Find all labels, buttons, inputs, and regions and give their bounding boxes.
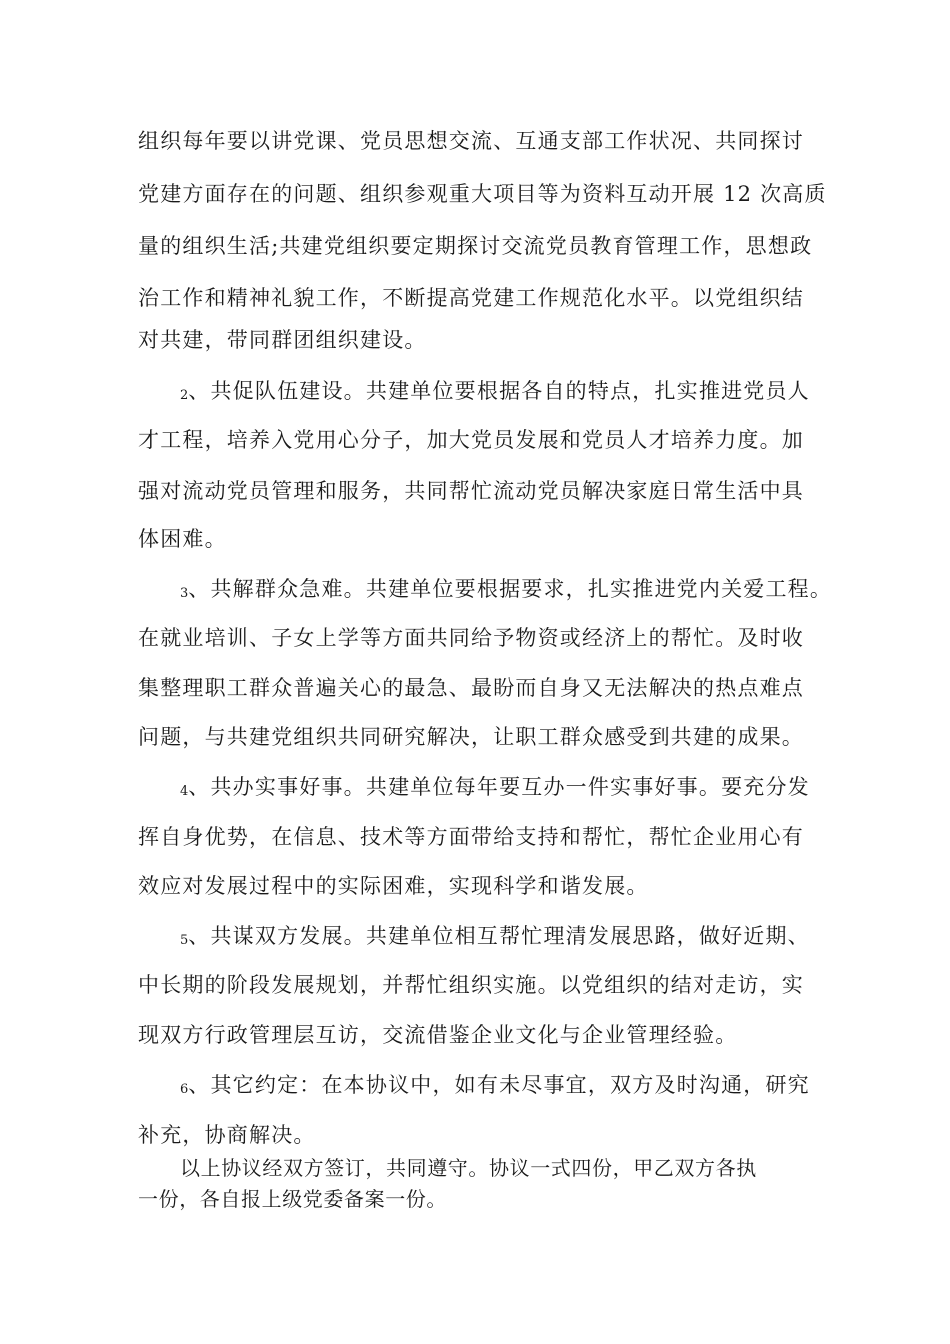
list-item-line	[180, 1071, 810, 1104]
list-item-line	[180, 773, 810, 806]
list-item-number: 6	[180, 1082, 189, 1097]
list-item-line	[180, 575, 832, 608]
list-item-text: 、其它约定：在本协议中，如有未尽事宜，双方及时沟通，研究	[188, 1073, 810, 1097]
body-text-line: 在就业培训、子女上学等方面共同给予物资或经济上的帮忙。及时收	[138, 626, 804, 650]
body-text-line: 中长期的阶段发展规划，并帮忙组织实施。以党组织的结对走访，实	[138, 973, 804, 997]
body-text-line: 治工作和精神礼貌工作，不断提高党建工作规范化水平。以党组织结	[138, 286, 804, 310]
list-item-line	[180, 922, 810, 955]
list-item-text: 、共谋双方发展。共建单位相互帮忙理清发展思路，做好近期、	[188, 924, 810, 948]
body-text-line: 体困难。	[138, 527, 227, 551]
body-text-line: 强对流动党员管理和服务，共同帮忙流动党员解决家庭日常生活中具	[138, 479, 804, 503]
body-text-line: 补充，协商解决。	[138, 1123, 316, 1147]
list-item-number: 5	[180, 933, 189, 948]
list-item-number: 2	[180, 388, 189, 403]
body-text-line: 效应对发展过程中的实际困难，实现科学和谐发展。	[138, 874, 649, 898]
list-item-line	[180, 377, 810, 410]
closing-text-line: 一份，各自报上级党委备案一份。	[138, 1187, 447, 1211]
closing-text-line: 以上协议经双方签订，共同遵守。协议一式四份，甲乙双方各执	[180, 1156, 757, 1180]
body-text-line: 现双方行政管理层互访，交流借鉴企业文化与企业管理经验。	[138, 1023, 738, 1047]
body-text-line: 对共建，带同群团组织建设。	[138, 328, 427, 352]
body-text-line: 量的组织生活;共建党组织要定期探讨交流党员教育管理工作，思想政	[138, 234, 813, 258]
body-text-line: 问题，与共建党组织共同研究解决，让职工群众感受到共建的成果。	[138, 725, 804, 749]
list-item-number: 4	[180, 784, 189, 799]
list-item-text: 、共解群众急难。共建单位要根据要求，扎实推进党内关爱工程。	[188, 577, 833, 601]
list-item-text: 、共促队伍建设。共建单位要根据各自的特点，扎实推进党员人	[188, 379, 810, 403]
body-text-line: 集整理职工群众普遍关心的最急、最盼而自身又无法解决的热点难点	[138, 676, 804, 700]
body-text-line: 组织每年要以讲党课、党员思想交流、互通支部工作状况、共同探讨	[138, 129, 804, 153]
body-text-line: 党建方面存在的问题、组织参观重大项目等为资料互动开展 12 次高质	[138, 182, 827, 206]
body-text-line: 才工程，培养入党用心分子，加大党员发展和党员人才培养力度。加	[138, 428, 804, 452]
body-text-line: 挥自身优势，在信息、技术等方面带给支持和帮忙，帮忙企业用心有	[138, 825, 804, 849]
list-item-number: 3	[180, 586, 189, 601]
list-item-text: 、共办实事好事。共建单位每年要互办一件实事好事。要充分发	[188, 775, 810, 799]
